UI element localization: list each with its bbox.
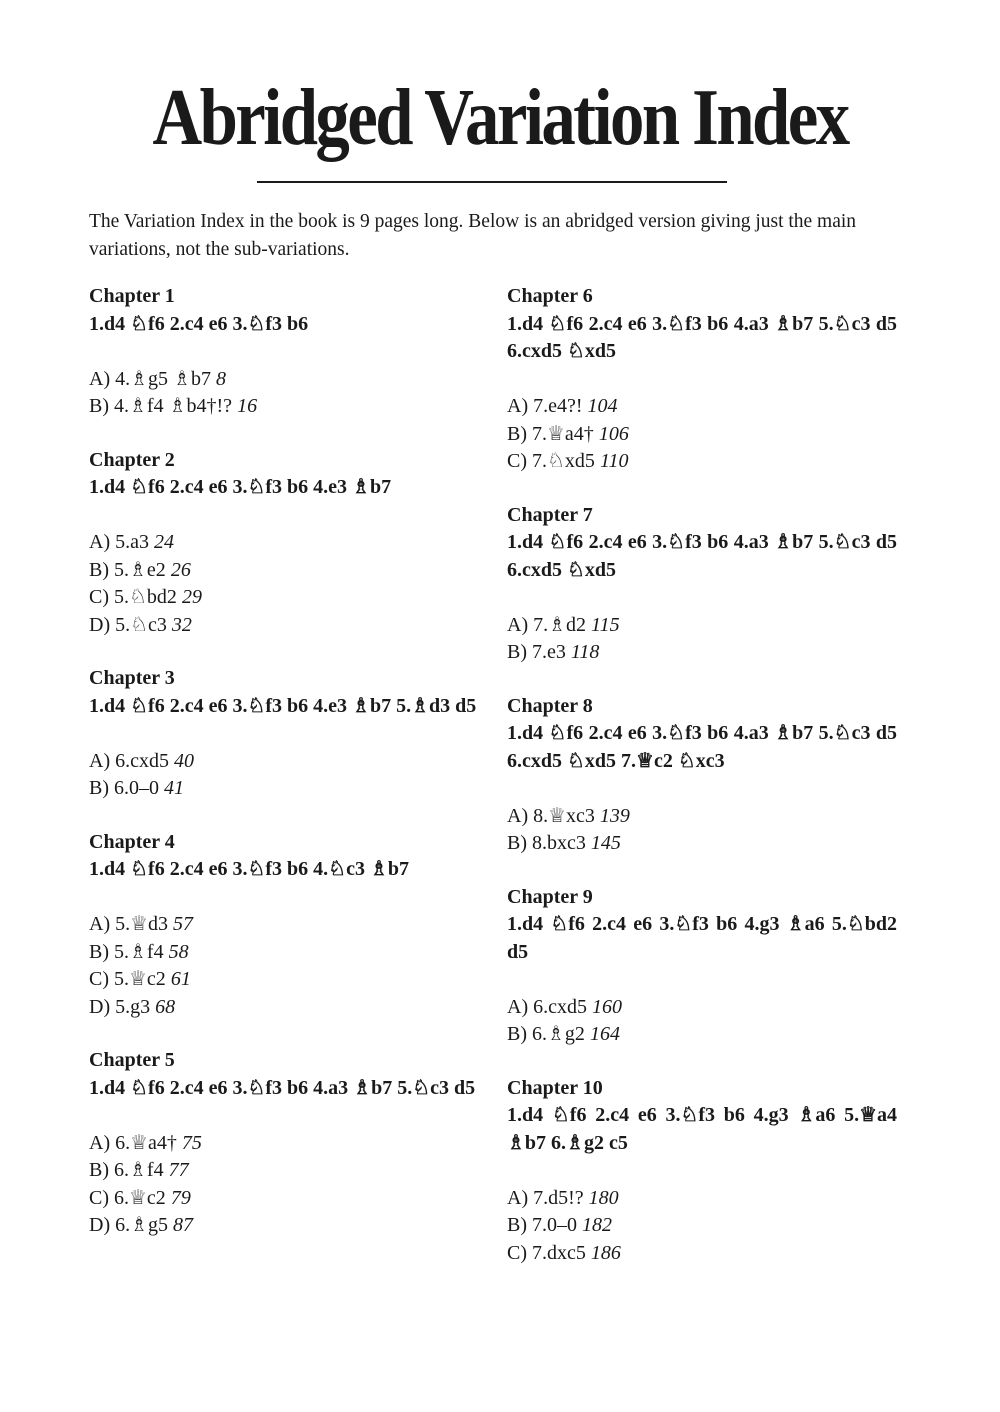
variation-move: B) 6.♗g2 bbox=[507, 1023, 585, 1045]
chapter-title: Chapter 3 bbox=[89, 667, 175, 689]
variation-item bbox=[507, 421, 897, 449]
chapter-moves: 1.d4 ♘f6 2.c4 e6 3.♘f3 b6 4.g3 ♗a6 5.♘bd2 d5 bbox=[507, 913, 897, 963]
chapter-block bbox=[89, 447, 479, 640]
chapter-title: Chapter 4 bbox=[89, 830, 175, 853]
variation-item bbox=[507, 639, 897, 667]
page-reference: 180 bbox=[588, 1186, 619, 1209]
page-reference: 75 bbox=[181, 1131, 202, 1154]
variation-item bbox=[89, 557, 479, 585]
page-reference: 87 bbox=[173, 1214, 194, 1236]
variation-item bbox=[89, 911, 479, 939]
page-reference: 110 bbox=[599, 450, 629, 472]
chapter-title: Chapter 5 bbox=[89, 1049, 175, 1071]
page-reference: 58 bbox=[168, 940, 189, 963]
variation-move: B) 7.e3 bbox=[507, 641, 566, 663]
variation-list bbox=[89, 748, 479, 803]
variation-item bbox=[89, 1185, 479, 1213]
variation-list bbox=[89, 529, 479, 639]
page-reference: 68 bbox=[155, 995, 176, 1018]
variation-list bbox=[89, 1130, 479, 1240]
chapter-block bbox=[507, 502, 897, 667]
variation-item bbox=[89, 393, 479, 421]
chapter-moves: 1.d4 ♘f6 2.c4 e6 3.♘f3 b6 4.a3 ♗b7 5.♘c3 d5 bbox=[89, 1076, 476, 1099]
chapter-title: Chapter 8 bbox=[507, 694, 593, 717]
variation-move: A) 4.♗g5 ♗b7 bbox=[89, 367, 211, 390]
right-column bbox=[507, 283, 897, 1293]
variation-item bbox=[507, 830, 897, 858]
variation-move: A) 7.d5!? bbox=[507, 1186, 584, 1209]
variation-move: B) 5.♗e2 bbox=[89, 558, 166, 581]
chapter-title: Chapter 7 bbox=[507, 503, 593, 526]
variation-move: A) 6.cxd5 bbox=[507, 995, 587, 1018]
page-reference: 16 bbox=[237, 395, 258, 417]
variation-item bbox=[89, 748, 479, 776]
variation-move: B) 7.♕a4† bbox=[507, 422, 594, 445]
chapter-title: Chapter 9 bbox=[507, 885, 593, 908]
variation-item bbox=[89, 994, 479, 1022]
variation-item bbox=[89, 966, 479, 994]
variation-item bbox=[507, 1185, 897, 1213]
chapter-title: Chapter 6 bbox=[507, 285, 593, 307]
variation-item bbox=[507, 1021, 897, 1049]
chapter-moves: 1.d4 ♘f6 2.c4 e6 3.♘f3 b6 4.a3 ♗b7 5.♘c3 d5 6.cxd5 ♘xd5 bbox=[507, 531, 897, 581]
variation-item bbox=[89, 366, 479, 394]
variation-item bbox=[89, 1157, 479, 1185]
page-reference: 79 bbox=[170, 1186, 191, 1209]
page-reference: 145 bbox=[590, 832, 621, 854]
chapter-block bbox=[507, 884, 897, 1049]
chapter-block bbox=[89, 665, 479, 803]
variation-move: A) 5.♕d3 bbox=[89, 913, 169, 935]
page-reference: 104 bbox=[587, 395, 618, 417]
variation-move: C) 5.♕c2 bbox=[89, 968, 166, 990]
page-reference: 139 bbox=[599, 804, 630, 827]
page-reference: 26 bbox=[170, 558, 191, 581]
page-reference: 115 bbox=[591, 613, 620, 636]
page-reference: 41 bbox=[164, 777, 184, 799]
page-title: Abridged Variation Index bbox=[152, 74, 848, 162]
variation-item bbox=[507, 1212, 897, 1240]
variation-item bbox=[89, 584, 479, 612]
variation-list bbox=[507, 994, 897, 1049]
variation-move: D) 5.♘c3 bbox=[89, 613, 167, 636]
variation-item bbox=[89, 1130, 479, 1158]
variation-move: A) 6.cxd5 bbox=[89, 749, 169, 772]
variation-item bbox=[507, 994, 897, 1022]
chapter-block bbox=[507, 693, 897, 858]
variation-item bbox=[89, 775, 479, 803]
variation-item bbox=[507, 1240, 897, 1268]
variation-move: C) 7.dxc5 bbox=[507, 1241, 586, 1264]
variation-move: B) 5.♗f4 bbox=[89, 940, 164, 963]
intro-paragraph: The Variation Index in the book is 9 pages long. Below is an abridged version giving just the main variations, not the sub-variations. bbox=[89, 211, 857, 260]
chapter-moves: 1.d4 ♘f6 2.c4 e6 3.♘f3 b6 4.♘c3 ♗b7 bbox=[89, 858, 410, 880]
variation-move: C) 5.♘bd2 bbox=[89, 586, 177, 608]
variation-move: C) 6.♕c2 bbox=[89, 1186, 166, 1209]
page-reference: 106 bbox=[598, 422, 629, 445]
variation-item bbox=[507, 448, 897, 476]
page-reference: 118 bbox=[570, 641, 600, 663]
variation-move: B) 4.♗f4 ♗b4†!? bbox=[89, 395, 233, 417]
page-reference: 61 bbox=[170, 968, 191, 990]
variation-move: B) 7.0–0 bbox=[507, 1214, 577, 1236]
variation-list bbox=[507, 803, 897, 858]
chapter-moves: 1.d4 ♘f6 2.c4 e6 3.♘f3 b6 4.e3 ♗b7 5.♗d3 d5 bbox=[89, 694, 477, 717]
chapter-block bbox=[89, 283, 479, 421]
chapter-title: Chapter 1 bbox=[89, 285, 175, 307]
variation-move: A) 5.a3 bbox=[89, 531, 149, 553]
variation-move: D) 5.g3 bbox=[89, 995, 151, 1018]
variation-list bbox=[507, 1185, 897, 1268]
variation-move: A) 8.♕xc3 bbox=[507, 804, 595, 827]
chapter-title: Chapter 10 bbox=[507, 1076, 603, 1099]
page-reference: 29 bbox=[181, 586, 202, 608]
variation-item bbox=[89, 612, 479, 640]
chapter-title: Chapter 2 bbox=[89, 448, 175, 471]
variation-move: C) 7.♘xd5 bbox=[507, 450, 595, 472]
variation-item bbox=[89, 939, 479, 967]
chapter-moves: 1.d4 ♘f6 2.c4 e6 3.♘f3 b6 4.g3 ♗a6 5.♕a4 ♗b7 6.♗g2 c5 bbox=[507, 1104, 897, 1154]
variation-move: A) 7.♗d2 bbox=[507, 613, 587, 636]
page-reference: 57 bbox=[173, 913, 194, 935]
variation-move: B) 6.0–0 bbox=[89, 777, 159, 799]
variation-item bbox=[89, 1212, 479, 1240]
chapter-block bbox=[89, 1047, 479, 1240]
page-reference: 186 bbox=[590, 1241, 621, 1264]
chapter-moves: 1.d4 ♘f6 2.c4 e6 3.♘f3 b6 bbox=[89, 312, 309, 335]
variation-list bbox=[507, 612, 897, 667]
left-column bbox=[89, 283, 479, 1266]
page-reference: 24 bbox=[153, 531, 174, 553]
variation-list bbox=[89, 911, 479, 1021]
variation-move: A) 6.♕a4† bbox=[89, 1131, 177, 1154]
variation-move: B) 8.bxc3 bbox=[507, 832, 586, 854]
variation-item bbox=[507, 803, 897, 831]
page-reference: 77 bbox=[168, 1159, 189, 1181]
variation-list bbox=[89, 366, 479, 421]
chapter-block bbox=[507, 1075, 897, 1268]
page-reference: 40 bbox=[173, 749, 194, 772]
page-reference: 8 bbox=[215, 367, 226, 390]
chapter-moves: 1.d4 ♘f6 2.c4 e6 3.♘f3 b6 4.a3 ♗b7 5.♘c3 d5 6.cxd5 ♘xd5 bbox=[507, 312, 897, 362]
variation-item bbox=[507, 612, 897, 640]
variation-move: B) 6.♗f4 bbox=[89, 1159, 164, 1181]
chapter-moves: 1.d4 ♘f6 2.c4 e6 3.♘f3 b6 4.a3 ♗b7 5.♘c3 d5 6.cxd5 ♘xd5 7.♕c2 ♘xc3 bbox=[507, 722, 897, 772]
chapter-moves: 1.d4 ♘f6 2.c4 e6 3.♘f3 b6 4.e3 ♗b7 bbox=[89, 476, 392, 498]
variation-move: A) 7.e4?! bbox=[507, 395, 583, 417]
chapter-block bbox=[89, 829, 479, 1022]
variation-move: D) 6.♗g5 bbox=[89, 1214, 169, 1236]
page-reference: 160 bbox=[591, 995, 622, 1018]
page-reference: 164 bbox=[589, 1023, 620, 1045]
title-rule bbox=[257, 181, 727, 183]
variation-item bbox=[507, 393, 897, 421]
page-reference: 182 bbox=[582, 1214, 612, 1236]
variation-list bbox=[507, 393, 897, 476]
variation-item bbox=[89, 529, 479, 557]
chapter-block bbox=[507, 283, 897, 476]
page-reference: 32 bbox=[171, 613, 192, 636]
